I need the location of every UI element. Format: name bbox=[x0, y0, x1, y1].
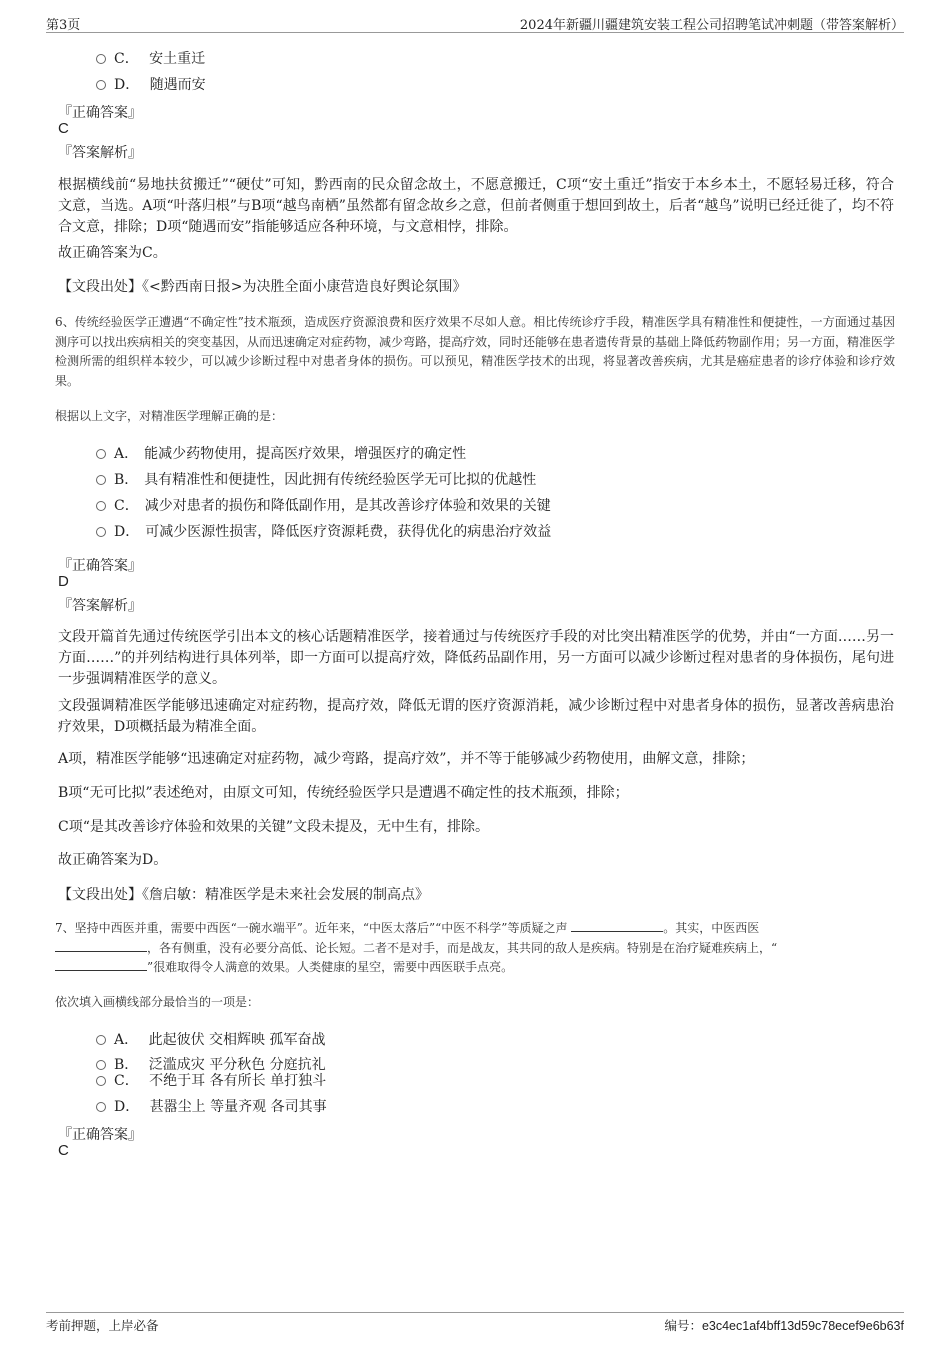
q7-option-d[interactable]: D． 甚嚣尘上 等量齐观 各司其事 bbox=[96, 1096, 327, 1116]
radio-icon[interactable] bbox=[96, 449, 106, 459]
q6-answer-label: 『正确答案』 bbox=[58, 558, 142, 574]
q6-analysis-paragraph: 文段开篇首先通过传统医学引出本文的核心话题精准医学，接着通过与传统医疗手段的对比突出精准医学的优势，并由“一方面……另一方面……”的并列结构进行具体列举，即一方面可以提高疗效，降低药品副作用，另一方面可以减少诊断过程对患者的身体损伤，尾句进一步强调精准医学的意义。 bbox=[58, 629, 894, 687]
q6-conclusion: 故正确答案为D。 bbox=[58, 852, 168, 868]
radio-icon[interactable] bbox=[96, 54, 106, 64]
q7-option-c[interactable]: C． 不绝于耳 各有所长 单打独斗 bbox=[96, 1070, 326, 1090]
radio-icon[interactable] bbox=[96, 1076, 106, 1086]
q5-analysis-paragraph: 根据横线前“易地扶贫搬迁”“硬仗”可知，黔西南的民众留念故土，不愿意搬迁，C项“安土重迁”指安于本乡本土，不愿轻易迁移，符合文意，当选。A项“叶落归根”与B项“越鸟南栖”虽然都有留念故乡之意，但前者侧重于想回到故土，后者“越鸟”说明已经迁徙了，均不符合文意，排除；D项“随遇而安”指能够适应各种环境，与文意相悖，排除。 bbox=[58, 177, 894, 235]
q6-option-d[interactable]: D． 可减少医源性损害，降低医疗资源耗费，获得优化的病患治疗效益 bbox=[96, 521, 551, 541]
q5-conclusion: 故正确答案为C。 bbox=[58, 245, 167, 261]
document-code: 编号：e3c4ec1af4bff13d59c78ecef9e6b63f bbox=[664, 1319, 904, 1333]
q6-prompt: 根据以上文字，对精准医学理解正确的是： bbox=[55, 409, 284, 423]
fill-blank[interactable] bbox=[55, 958, 147, 971]
q5-option-d[interactable]: D． 随遇而安 bbox=[96, 74, 206, 94]
fill-blank[interactable] bbox=[55, 939, 147, 952]
fill-blank[interactable] bbox=[571, 919, 663, 932]
q6-analysis-paragraph: B项“无可比拟”表述绝对，由原文可知，传统经验医学只是遭遇不确定性的技术瓶颈，排除； bbox=[58, 785, 629, 801]
q5-option-c[interactable]: C． 安土重迁 bbox=[96, 48, 205, 68]
q7-option-b[interactable]: B． 泛滥成灾 平分秋色 分庭抗礼 bbox=[96, 1054, 326, 1074]
radio-icon[interactable] bbox=[96, 1102, 106, 1112]
q6-analysis-paragraph: 文段强调精准医学能够迅速确定对症药物，提高疗效，降低无谓的医疗资源消耗，减少诊断过程中对患者身体的损伤，显著改善病患治疗效果，D项概括最为精准全面。 bbox=[58, 698, 894, 735]
q7-stem: 7、坚持中西医并重，需要中西医“一碗水端平”。近年来，“中医太落后”“中医不科学”等质疑之声 。其实，中医西医 ，各有侧重，没有必要分高低、论长短。二者不是对手，而是战友，其共同的敌人是疾病。特别是在治疗疑难疾病上，“ ”很难取得令人满意的效果。人类健康的星空，需要中西医联手点亮。 bbox=[55, 921, 778, 974]
radio-icon[interactable] bbox=[96, 1060, 106, 1070]
q6-stem: 6、传统经验医学正遭遇“不确定性”技术瓶颈，造成医疗资源浪费和医疗效果不尽如人意。相比传统诊疗手段，精准医学具有精准性和便捷性，一方面通过基因测序可以找出疾病相关的突变基因，从而迅速确定对症药物，减少弯路，提高疗效，同时还能够在患者遗传背景的基础上降低药物副作用；另一方面，精准医学检测所需的组织样本较少，可以减少诊断过程中对患者身体的损伤。可以预见，精准医学技术的出现，将显著改善疾病，尤其是癌症患者的诊疗体验和诊疗效果。 bbox=[55, 315, 896, 388]
radio-icon[interactable] bbox=[96, 527, 106, 537]
q7-option-a[interactable]: A． 此起彼伏 交相辉映 孤军奋战 bbox=[96, 1029, 325, 1049]
q5-answer: C bbox=[58, 120, 69, 137]
q6-analysis-paragraph: A项，精准医学能够“迅速确定对症药物，减少弯路，提高疗效”，并不等于能够减少药物使用，曲解文意，排除； bbox=[58, 751, 755, 767]
q7-answer: C bbox=[58, 1142, 69, 1159]
q6-option-a[interactable]: A． 能减少药物使用，提高医疗效果，增强医疗的确定性 bbox=[96, 443, 466, 463]
q5-source: 【文段出处】《<黔西南日报>为决胜全面小康营造良好舆论氛围》 bbox=[58, 279, 467, 295]
radio-icon[interactable] bbox=[96, 501, 106, 511]
q7-prompt: 依次填入画横线部分最恰当的一项是： bbox=[55, 995, 260, 1009]
q6-analysis-label: 『答案解析』 bbox=[58, 598, 142, 614]
q5-analysis-label: 『答案解析』 bbox=[58, 145, 142, 161]
page-footer bbox=[46, 1312, 904, 1335]
q5-answer-label: 『正确答案』 bbox=[58, 105, 142, 121]
q6-analysis-paragraph: C项“是其改善诊疗体验和效果的关键”文段未提及，无中生有，排除。 bbox=[58, 819, 490, 835]
q7-answer-label: 『正确答案』 bbox=[58, 1127, 142, 1143]
q6-source: 【文段出处】《詹启敏：精准医学是未来社会发展的制高点》 bbox=[58, 887, 429, 903]
footer-slogan: 考前押题，上岸必备 bbox=[46, 1318, 159, 1333]
q6-option-b[interactable]: B． 具有精准性和便捷性，因此拥有传统经验医学无可比拟的优越性 bbox=[96, 469, 536, 489]
radio-icon[interactable] bbox=[96, 475, 106, 485]
q6-answer: D bbox=[58, 573, 69, 590]
document-title: 2024年新疆川疆建筑安装工程公司招聘笔试冲刺题（带答案解析） bbox=[519, 18, 904, 33]
page-number: 第3页 bbox=[46, 18, 81, 33]
page-header bbox=[46, 14, 904, 33]
radio-icon[interactable] bbox=[96, 80, 106, 90]
q6-option-c[interactable]: C． 减少对患者的损伤和降低副作用，是其改善诊疗体验和效果的关键 bbox=[96, 495, 551, 515]
radio-icon[interactable] bbox=[96, 1035, 106, 1045]
